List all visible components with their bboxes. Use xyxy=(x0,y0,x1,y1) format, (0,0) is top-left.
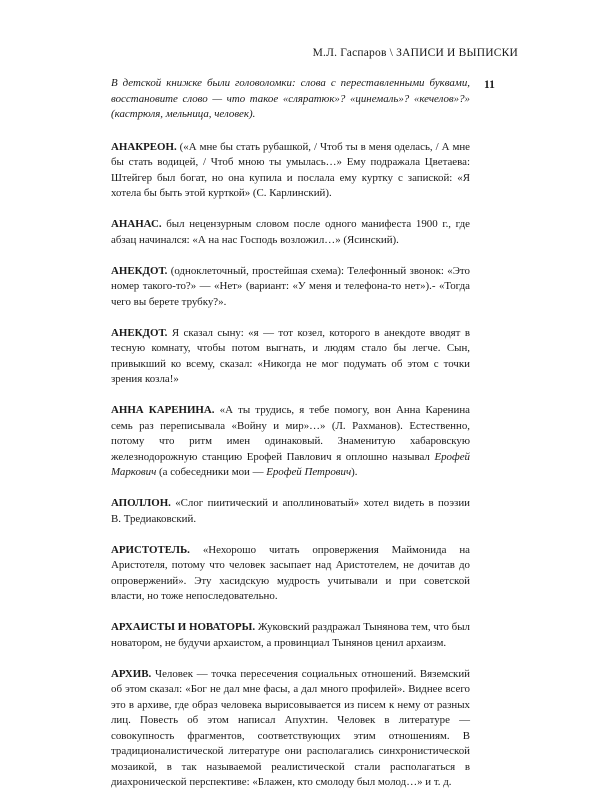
entry-text: (а собеседники мои — xyxy=(156,466,267,478)
entry-text: «Слог пиитический и аполлиноватый» хотел видеть в поэзии В. Тредиаковский. xyxy=(111,497,470,525)
entry-text: «А ты трудись, я тебе помогу, вон Анна Каренина семь раз переписывала «Войну и мир»…» (Л. Рахманов). Естественно, потому что ритм имен одинаковый. Знаменитую хабаровскую железнодорожную станцию Ерофей Павлович я оплошно называл xyxy=(111,404,470,463)
entry-text: («А мне бы стать рубашкой, / Чтоб ты в меня оделась, / А мне бы стать водицей, / Чтоб мною ты умылась…» Ему подражала Цветаева: Штейгер был богат, но она купила и послала ему куртку с запиской: «Я хотела бы быть этой курткой» (С. Карлинский). xyxy=(111,140,470,199)
dictionary-entry xyxy=(111,326,470,388)
dictionary-entry xyxy=(111,403,470,481)
dictionary-entry xyxy=(111,217,470,248)
dictionary-entry xyxy=(111,496,470,527)
entry-text: Жуковский раздражал Тынянова тем, что был новатором, не будучи архаистом, а провинциал Тынянов ценил архаизм. xyxy=(111,621,470,649)
entry-headword: АНЕКДОТ. xyxy=(111,326,168,339)
dictionary-entry xyxy=(111,543,470,605)
entry-text: «Нехорошо читать опровержения Маймонида на Аристотеля, потому что человек засыпает над Аристотелем, не дочитав до опровержений». Эту хасидскую мудрость учитывали и при советской власти, но тоже непоследовательно. xyxy=(111,543,470,602)
entry-text: (одноклеточный, простейшая схема): Телефонный звонок: «Это номер такого-то?» — «Нет» (вариант: «У меня и телефона-то нет»).- «Тогда чего вы берете трубку?». xyxy=(111,264,470,308)
dictionary-entry xyxy=(111,667,470,791)
intro-paragraph: В детской книжке были головоломки: слова с переставленными буквами, восстановите слово — что такое «сляратюк»? «цинемаль»? «кечелов»?» (кастрюля, мельница, человек). xyxy=(111,77,470,120)
entry-text: Я сказал сыну: «я — тот козел, которого в анекдоте вводят в тесную комнату, чтобы потом выгнать, и людям стало бы легче. Сын, привыкший ко всему, сказал: «Никогда не мог подумать об этом с точки зрения козла!» xyxy=(111,326,470,385)
entry-headword: АНЕКДОТ. xyxy=(111,264,168,277)
page-body xyxy=(111,76,470,791)
dictionary-entry xyxy=(111,264,470,311)
entry-headword: АПОЛЛОН. xyxy=(111,497,171,509)
entry-italic-text: Ерофей Петрович xyxy=(266,466,352,478)
entry-text: был нецензурным словом после одного манифеста 1900 г., где абзац начинался: «А на нас Господь возложил…» (Ясинский). xyxy=(111,218,470,246)
entry-text: Человек — точка пересечения социальных отношений. Вяземский об этом сказал: «Бог не дал мне фасы, а дал много профилей». Виднее всего это в архиве, где образ человека вырисовывается из писем к нему от разных лиц. Повесть об этом написал Апухтин. Человек в литературе — совокупность фрагментов, соответствующих этим отношениям. В традиционалистической литературе они располагались синхронистической мозаикой, в так называемой реалистической стали располагаться в диахронической перспективе: «Блажен, кто смолоду был молод…» и т. д. xyxy=(111,667,470,788)
entry-headword: АРИСТОТЕЛЬ. xyxy=(111,543,190,556)
entry-list xyxy=(111,140,470,791)
page-number: 11 xyxy=(484,79,495,91)
dictionary-entry xyxy=(111,620,470,651)
dictionary-entry xyxy=(111,140,470,202)
entry-headword: АНАКРЕОН. xyxy=(111,140,177,153)
running-header: М.Л. Гаспаров \ ЗАПИСИ И ВЫПИСКИ xyxy=(312,47,518,59)
entry-headword: АРХИВ. xyxy=(111,667,152,680)
entry-italic-text: Ерофей Маркович xyxy=(111,450,470,478)
entry-headword: АРХАИСТЫ И НОВАТОРЫ. xyxy=(111,621,256,633)
entry-text: ). xyxy=(351,466,358,478)
entry-headword: АНАНАС. xyxy=(111,218,162,230)
entry-headword: АННА КАРЕНИНА. xyxy=(111,404,215,416)
